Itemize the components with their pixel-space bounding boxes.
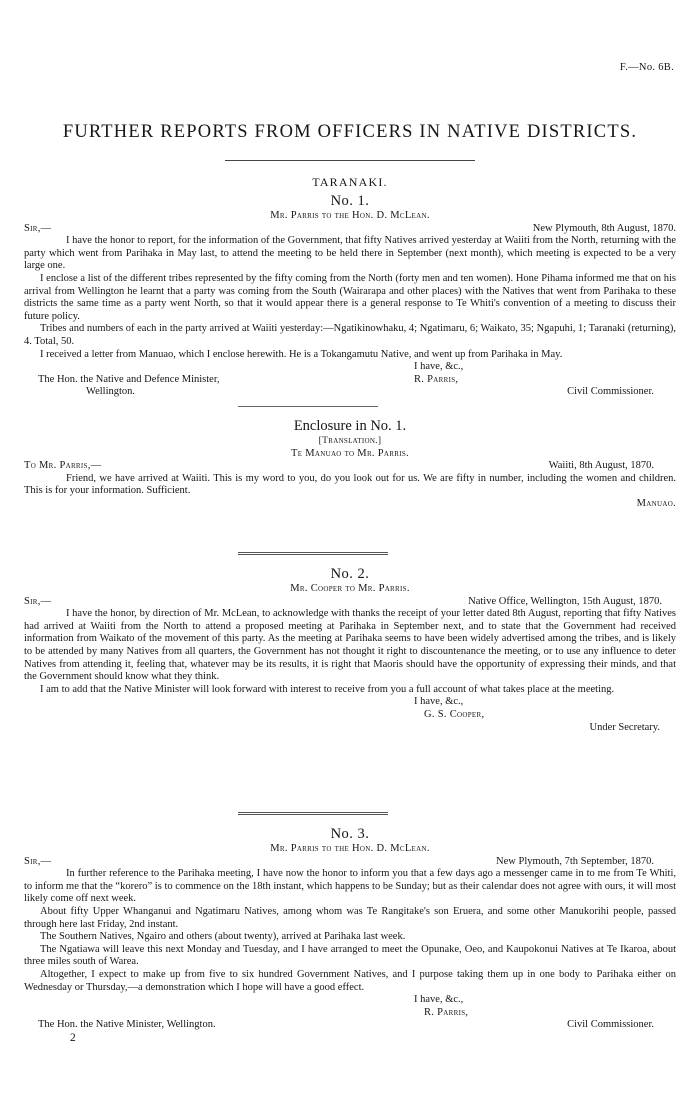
- letter-2-number: No. 2.: [330, 566, 370, 582]
- letter-3-dateline: New Plymouth, 7th September, 1870.: [496, 855, 654, 867]
- letter-1-rule: [238, 406, 378, 407]
- letter-3-addressee: The Hon. the Native Minister, Wellington.: [38, 1019, 216, 1031]
- enclosure-heading: Enclosure in No. 1.: [293, 418, 407, 434]
- letter-3-salutation: Sir,—: [24, 855, 52, 867]
- letter-3-paragraph: Altogether, I expect to make up from five to six hundred Government Natives, and I purpose taking them up in one body to Parihaka either on Wednesday or Thursday,—a demonstration which I hope will have a good effect.: [24, 968, 676, 993]
- letter-1-from-to: Mr. Parris to the Hon. D. McLean.: [270, 210, 430, 221]
- letter-3-office: Civil Commissioner.: [567, 1019, 654, 1031]
- enclosure-salutation: To Mr. Parris,—: [24, 460, 102, 472]
- letter-3-paragraph: About fifty Upper Whanganui and Ngatimaru Natives, among whom was Te Rangitake's son Eruera, and some other Manukorihi people, passed through here last Friday, 2nd instant.: [24, 905, 676, 930]
- letter-1-dateline: New Plymouth, 8th August, 1870.: [532, 222, 676, 234]
- letter-2-from-to: Mr. Cooper to Mr. Parris.: [290, 583, 410, 594]
- letter-1-addressee: The Hon. the Native and Defence Minister,: [38, 373, 220, 385]
- letter-1-office: Civil Commissioner.: [567, 386, 654, 398]
- letter-2-paragraph: I have the honor, by direction of Mr. McLean, to acknowledge with thanks the receipt of your letter dated 8th August, reporting that fifty Natives had arrived at Waiiti from the North to attend a proposed meeting at Parihaka in September next, and to state that the Government had received information from Waikato of the movement of this party. As the meeting at Parihaka seems to have been widely advertised among the tribes, and is likely to be attended by many Natives from all quarters, the Government has not thought it right to discountenance the meeting, or to use any influence to deter Natives from attending it, feeling that, whatever may be its results, it is right that Maoris should have the opportunity of expressing their minds, and that the Government should know what they think.: [24, 608, 676, 683]
- enclosure-dateline: Waiiti, 8th August, 1870.: [548, 460, 654, 472]
- letter-1-salutation-row: [24, 223, 676, 236]
- document-reference: F.—No. 6B.: [619, 62, 674, 73]
- letter-1-paragraph: I have the honor to report, for the information of the Government, that fifty Natives arrived yesterday at Waiiti from the North, returning with the party which went from Parihaka in May last, to attend the meeting to be held there in September (next month), which meeting is expected to be a very large one.: [24, 235, 676, 272]
- letter-3-paragraph: The Ngatiawa will leave this next Monday and Tuesday, and I have arranged to meet the Opunake, Oeo, and Kaupokonui Natives at Te Ikaroa, about three miles south of Warea.: [24, 943, 676, 968]
- letter-3-closing: I have, &c.,: [414, 994, 464, 1006]
- enclosure-rule: [238, 552, 388, 555]
- page-title: FURTHER REPORTS FROM OFFICERS IN NATIVE DISTRICTS.: [62, 122, 638, 142]
- letter-1-salutation: Sir,—: [24, 222, 52, 234]
- letter-2-paragraph: I am to add that the Native Minister will look forward with interest to receive from you a full account of what takes place at the meeting.: [40, 683, 615, 695]
- letter-1-number: No. 1.: [330, 193, 370, 209]
- letter-2-salutation: Sir,—: [24, 595, 52, 607]
- letter-1-paragraph: I enclose a list of the different tribes represented by the fifty coming from the North (forty men and ten women). Hone Pihama informed me that on his arrival from Wellington he learnt that a party was coming from the South (Wairarapa and other places) with the Natives that went from Parihaka to these districts the same time as a party went North, so that it would appear there is a general response to Te Whiti's convention of a meeting to discuss their future policy.: [24, 272, 676, 322]
- letter-2-rule: [238, 812, 388, 815]
- letter-3-paragraph: The Southern Natives, Ngairo and others (about twenty), arrived at Parihaka last week.: [40, 931, 406, 943]
- letter-1: [24, 193, 676, 399]
- letter-1-signature: R. Parris,: [414, 373, 459, 385]
- letter-2-closing: I have, &c.,: [414, 696, 464, 708]
- letter-2-signature: G. S. Cooper,: [424, 708, 485, 720]
- letter-2-office: Under Secretary.: [589, 721, 660, 733]
- letter-1-paragraph: I received a letter from Manuao, which I enclose herewith. He is a Tokangamutu Native, and went up from Parihaka in May.: [40, 348, 563, 360]
- letter-3-paragraph: In further reference to the Parihaka meeting, I have now the honor to inform you that a few days ago a messenger came in to me from Te Whiti, to inform me that the “korero” is to commence on the 18th instant, which happens to be Sunday; but as their calendar does not agree with ours, it will most likely come off next week.: [24, 868, 676, 905]
- letter-3: [24, 826, 676, 1045]
- letter-3-number: No. 3.: [330, 826, 370, 842]
- letter-2-dateline: Native Office, Wellington, 15th August, 1870.: [468, 595, 662, 607]
- enclosure-signature: Manuao.: [636, 497, 676, 509]
- enclosure-from-to: Te Manuao to Mr. Parris.: [291, 447, 409, 459]
- title-rule: [225, 160, 475, 161]
- enclosure: [24, 418, 676, 511]
- letter-3-from-to: Mr. Parris to the Hon. D. McLean.: [270, 843, 430, 854]
- letter-1-paragraph: Tribes and numbers of each in the party arrived at Waiiti yesterday:—Ngatikinowhaku, 4; Ngatimaru, 6; Waikato, 35; Ngapuhi, 1; Taranaki (returning), 4. Total, 50.: [24, 323, 676, 347]
- enclosure-body: Friend, we have arrived at Waiiti. This is my word to you, do you look out for us. We are fifty in number, including the women and children. This is for your information. Sufficient.: [24, 472, 676, 497]
- letter-1-addressee-city: Wellington.: [86, 386, 136, 398]
- section-heading: TARANAKI.: [312, 175, 388, 189]
- letter-2: [24, 566, 676, 734]
- letter-1-closing: I have, &c.,: [414, 361, 464, 373]
- page-number: 2: [70, 1031, 76, 1044]
- letter-3-signature: R. Parris,: [424, 1006, 469, 1018]
- enclosure-note: [Translation.]: [318, 436, 382, 446]
